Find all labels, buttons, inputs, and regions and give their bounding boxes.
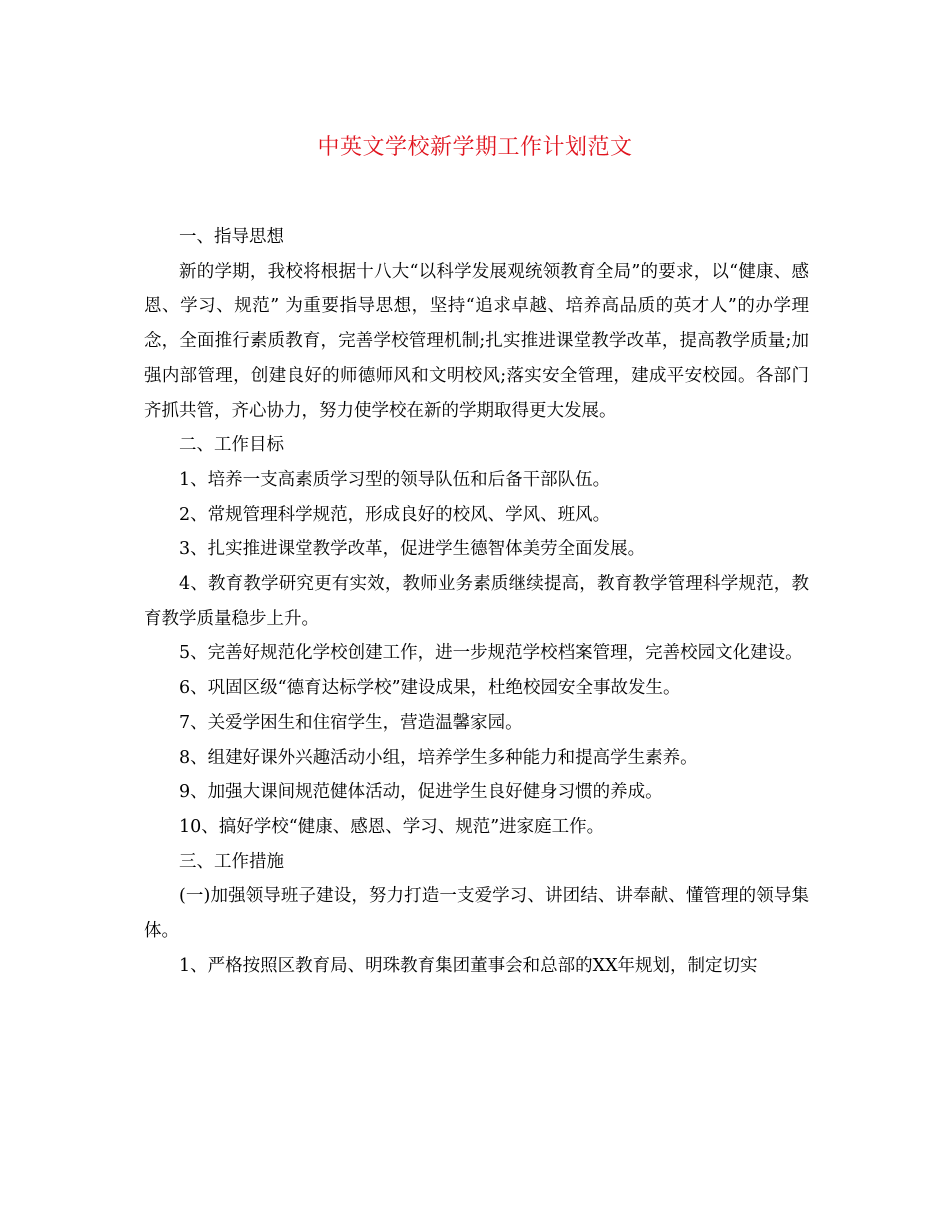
goal-item-9: 9、加强大课间规范健体活动，促进学生良好健身习惯的养成。 [179, 782, 663, 803]
goal-item-6: 6、巩固区级“德育达标学校”建设成果，杜绝校园安全事故发生。 [179, 678, 681, 699]
document-body [144, 220, 809, 983]
measure-item-1: 1、严格按照区教育局、明珠教育集团董事会和总部的XX年规划，制定切实 [179, 955, 758, 976]
document-title: 中英文学校新学期工作计划范文 [317, 135, 633, 160]
measure-subheading-1: (一)加强领导班子建设，努力打造一支爱学习、讲团结、讲奉献、懂管理的领导集体。 [144, 886, 809, 942]
section-heading-work-measures: 三、工作措施 [179, 851, 284, 872]
goal-item-7: 7、关爱学困生和住宿学生，营造温馨家园。 [179, 712, 523, 733]
paragraph-guiding-ideology: 新的学期，我校将根据十八大“以科学发展观统领教育全局”的要求，以“健康、感恩、学习、规范” 为重要指导思想，坚持“追求卓越、培养高品质的英才人”的办学理念，全面推行素质教育，完善学校管理机制;扎实推进课堂教学改革，提高教学质量;加强内部管理，创建良好的师德师风和文明校风;落实安全管理，建成平安校园。各部门齐抓共管，齐心协力，努力使学校在新的学期取得更大发展。 [144, 261, 809, 421]
goal-item-2: 2、常规管理科学规范，形成良好的校风、学风、班风。 [179, 504, 611, 525]
goal-item-5: 5、完善好规范化学校创建工作，进一步规范学校档案管理，完善校园文化建设。 [179, 643, 803, 664]
goal-item-3: 3、扎实推进课堂教学改革，促进学生德智体美劳全面发展。 [179, 539, 646, 560]
goal-item-4: 4、教育教学研究更有实效，教师业务素质继续提高，教育教学管理科学规范，教育教学质量稳步上升。 [144, 574, 809, 629]
section-heading-guiding-ideology: 一、指导思想 [179, 227, 284, 247]
goal-item-8: 8、组建好课外兴趣活动小组，培养学生多种能力和提高学生素养。 [179, 747, 698, 768]
goal-item-10: 10、搞好学校“健康、感恩、学习、规范”进家庭工作。 [179, 816, 605, 837]
section-heading-work-goals: 二、工作目标 [179, 435, 284, 456]
goal-item-1: 1、培养一支高素质学习型的领导队伍和后备干部队伍。 [179, 469, 611, 490]
